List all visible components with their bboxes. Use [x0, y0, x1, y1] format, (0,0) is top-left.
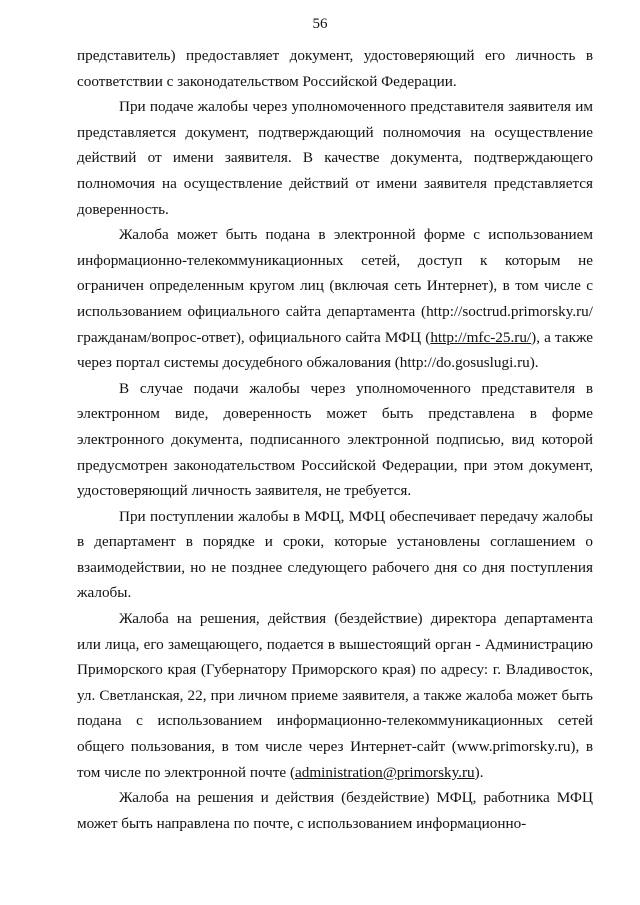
- paragraph-representative-documents: [77, 94, 593, 222]
- paragraph-mfc-complaint: [77, 785, 593, 836]
- email-link[interactable]: administration@primorsky.ru: [295, 763, 475, 781]
- paragraph-text: При поступлении жалобы в МФЦ, МФЦ обеспечивает передачу жалобы в департамент в порядке и сроки, которые установлены соглашением о взаимодействии, но не позднее следующего рабочего дня со дня поступления жалобы.: [77, 507, 593, 602]
- mfc-website-link[interactable]: http://mfc-25.ru/: [430, 328, 532, 346]
- paragraph-mfc-transfer: [77, 504, 593, 606]
- document-body: [77, 43, 593, 836]
- paragraph-text: представитель) предоставляет документ, удостоверяющий его личность в соответствии с законодательством Российской Федерации.: [77, 47, 593, 90]
- paragraph-electronic-complaint: [77, 222, 593, 376]
- paragraph-text-before-link: Жалоба может быть подана в электронной форме с использованием информационно-телекоммуникационных сетей, доступ к которым не ограничен определенным кругом лиц (включая сеть Интернет), в том числе с использованием официального сайта департамента (http://soctrud.primorsky.ru/ гражданам/вопрос-ответ), официального сайта МФЦ (: [77, 226, 593, 346]
- paragraph-text-before-link: Жалоба на решения, действия (бездействие) директора департамента или лица, его замещающего, подается в вышестоящий орган - Администрацию Приморского края (Губернатору Приморского края) по адресу: г. Владивосток, ул. Светланская, 22, при личном приеме заявителя, а также жалоба может быть подана с использованием информационно-телекоммуникационных сетей общего пользования, в том числе через Интернет-сайт (www.primorsky.ru), в том числе по электронной почте (: [77, 610, 593, 781]
- paragraph-text-after-link: ).: [474, 763, 484, 781]
- paragraph-electronic-representative: [77, 376, 593, 504]
- paragraph-text: В случае подачи жалобы через уполномоченного представителя в электронном виде, доверенность может быть представлена в форме электронного документа, подписанного электронной подписью, вид которой предусмотрен законодательством Российской Федерации, при этом документ, удостоверяющий личность заявителя, не требуется.: [77, 379, 593, 500]
- paragraph-text: При подаче жалобы через уполномоченного представителя заявителя им представляется документ, подтверждающий полномочия на осуществление действий от имени заявителя. В качестве документа, подтверждающего полномочия на осуществление действий от имени заявителя представляется доверенность.: [77, 98, 593, 218]
- paragraph-director-complaint: [77, 606, 593, 785]
- page-number: 56: [312, 16, 328, 32]
- paragraph-text-after-link: ), а также через портал системы досудебного обжалования (http://do.gosuslugi.ru).: [77, 328, 593, 372]
- paragraph-text: Жалоба на решения и действия (бездействие) МФЦ, работника МФЦ может быть направлена по почте, с использованием информационно-: [77, 789, 593, 832]
- paragraph-continuation: [77, 43, 593, 94]
